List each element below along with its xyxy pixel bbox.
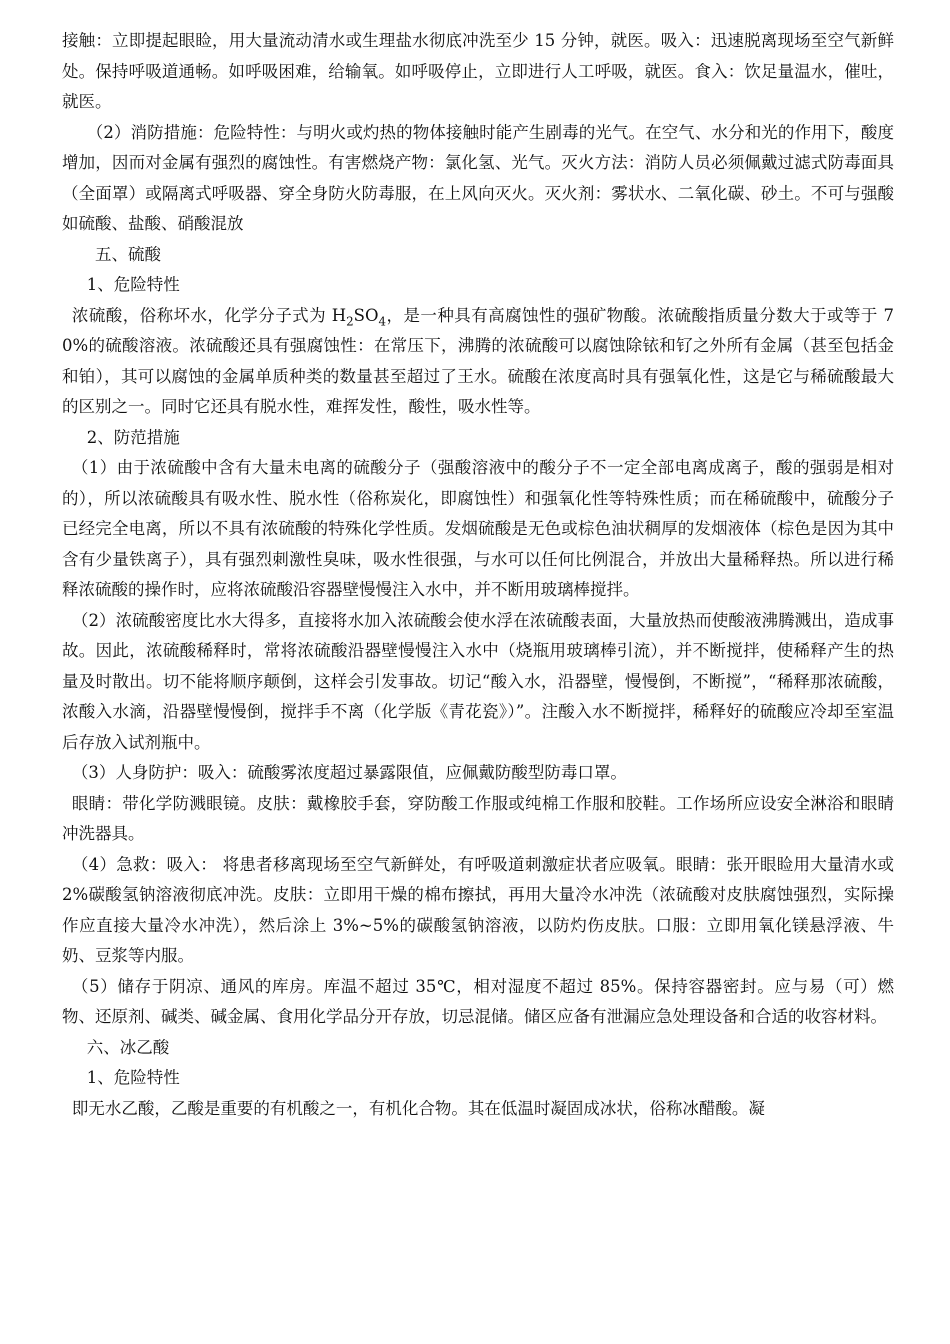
subheading-acetic-hazard: 1、危险特性: [86, 1068, 180, 1087]
paragraph-first-aid: 接触：立即提起眼睑，用大量流动清水或生理盐水彻底冲洗至少 15 分钟，就医。吸入：迅速脱离现场至空气新鲜处。保持呼吸道通畅。如呼吸困难，给输氧。如呼吸停止，立即进行人工呼吸，就医。食入：饮足量温水，催吐，就医。: [62, 31, 894, 111]
paragraph-acetic-intro: 即无水乙酸，乙酸是重要的有机酸之一，有机化合物。其在低温时凝固成冰状，俗称冰醋酸。凝: [71, 1098, 765, 1118]
paragraph-measure-5: （5）储存于阴凉、通风的库房。库温不超过 35℃，相对湿度不超过 85%。保持容器密封。应与易（可）燃物、还原剂、碱类、碱金属、食用化学品分开存放，切忌混储。储区应备有泄漏应急处理设备和合适的收容材料。: [62, 976, 894, 1026]
subheading-hazard-properties: 1、危险特性: [86, 275, 180, 294]
paragraph-fire-measures: （2）消防措施：危险特性：与明火或灼热的物体接触时能产生剧毒的光气。在空气、水分和光的作用下，酸度增加，因而对金属有强烈的腐蚀性。有害燃烧产物：氯化氢、光气。灭火方法：消防人员必须佩戴过滤式防毒面具（全面罩）或隔离式呼吸器、穿全身防火防毒服，在上风向灭火。灭火剂：雾状水、二氧化碳、砂土。不可与强酸如硫酸、盐酸、硝酸混放: [62, 122, 894, 233]
paragraph-sulfuric-acid-intro: 浓硫酸，俗称坏水，化学分子式为 $H_2SO_4$，是一种具有高腐蚀性的强矿物酸。浓硫酸指质量分数大于或等于 70%的硫酸溶液。浓硫酸还具有强腐蚀性：在常压下，沸腾的浓硫酸可以腐蚀除铱和钌之外所有金属（甚至包括金和铂），其可以腐蚀的金属单质种类的数量甚至超过了王水。硫酸在浓度高时具有强氧化性，这是它与稀硫酸最大的区别之一。同时它还具有脱水性，难挥发性，酸性，吸水性等。: [62, 305, 894, 416]
section-heading-glacial-acetic-acid: 六、冰乙酸: [86, 1037, 170, 1057]
paragraph-measure-4: （4）急救：吸入： 将患者移离现场至空气新鲜处，有呼吸道刺激症状者应吸氧。眼睛：张开眼睑用大量清水或 2%碳酸氢钠溶液彻底冲洗。皮肤：立即用干燥的棉布擦拭，再用大量冷水冲洗（浓硫酸对皮肤腐蚀强烈，实际操作应直接大量冷水冲洗），然后涂上 3%~5%的碳酸氢钠溶液，以防灼伤皮肤。口服：立即用氧化镁悬浮液、牛奶、豆浆等内服。: [62, 854, 894, 965]
paragraph-measure-2: （2）浓硫酸密度比水大得多，直接将水加入浓硫酸会使水浮在浓硫酸表面，大量放热而使酸液沸腾溅出，造成事故。因此，浓硫酸稀释时，常将浓硫酸沿器壁慢慢注入水中（烧瓶用玻璃棒引流），并不断搅拌，使稀释产生的热量及时散出。切不能将顺序颠倒，这样会引发事故。切记“酸入水，沿器壁，慢慢倒，不断搅”，“稀释那浓硫酸，浓酸入水滴，沿器壁慢慢倒，搅拌手不离（化学版《青花瓷》）”。注酸入水不断搅拌，稀释好的硫酸应冷却至室温后存放入试剂瓶中。: [62, 610, 894, 752]
subheading-preventive-measures: 2、防范措施: [86, 427, 180, 447]
section-heading-sulfuric-acid: 五、硫酸: [95, 244, 161, 264]
document-page: [62, 26, 894, 1124]
paragraph-measure-3: （3）人身防护：吸入：硫酸雾浓度超过暴露限值，应佩戴防酸型防毒口罩。: [71, 763, 627, 782]
paragraph-measure-3-eyes: 眼睛：带化学防溅眼镜。皮肤：戴橡胶手套，穿防酸工作服或纯棉工作服和胶鞋。工作场所应设安全淋浴和眼睛冲洗器具。: [62, 793, 894, 843]
paragraph-measure-1: （1）由于浓硫酸中含有大量未电离的硫酸分子（强酸溶液中的酸分子不一定全部电离成离子，酸的强弱是相对的），所以浓硫酸具有吸水性、脱水性（俗称炭化，即腐蚀性）和强氧化性等特殊性质；而在稀硫酸中，硫酸分子已经完全电离，所以不具有浓硫酸的特殊化学性质。发烟硫酸是无色或棕色油状稠厚的发烟液体（棕色是因为其中含有少量铁离子），具有强烈刺激性臭味，吸水性很强，与水可以任何比例混合，并放出大量稀释热。所以进行稀释浓硫酸的操作时，应将浓硫酸沿容器壁慢慢注入水中，并不断用玻璃棒搅拌。: [62, 458, 894, 599]
